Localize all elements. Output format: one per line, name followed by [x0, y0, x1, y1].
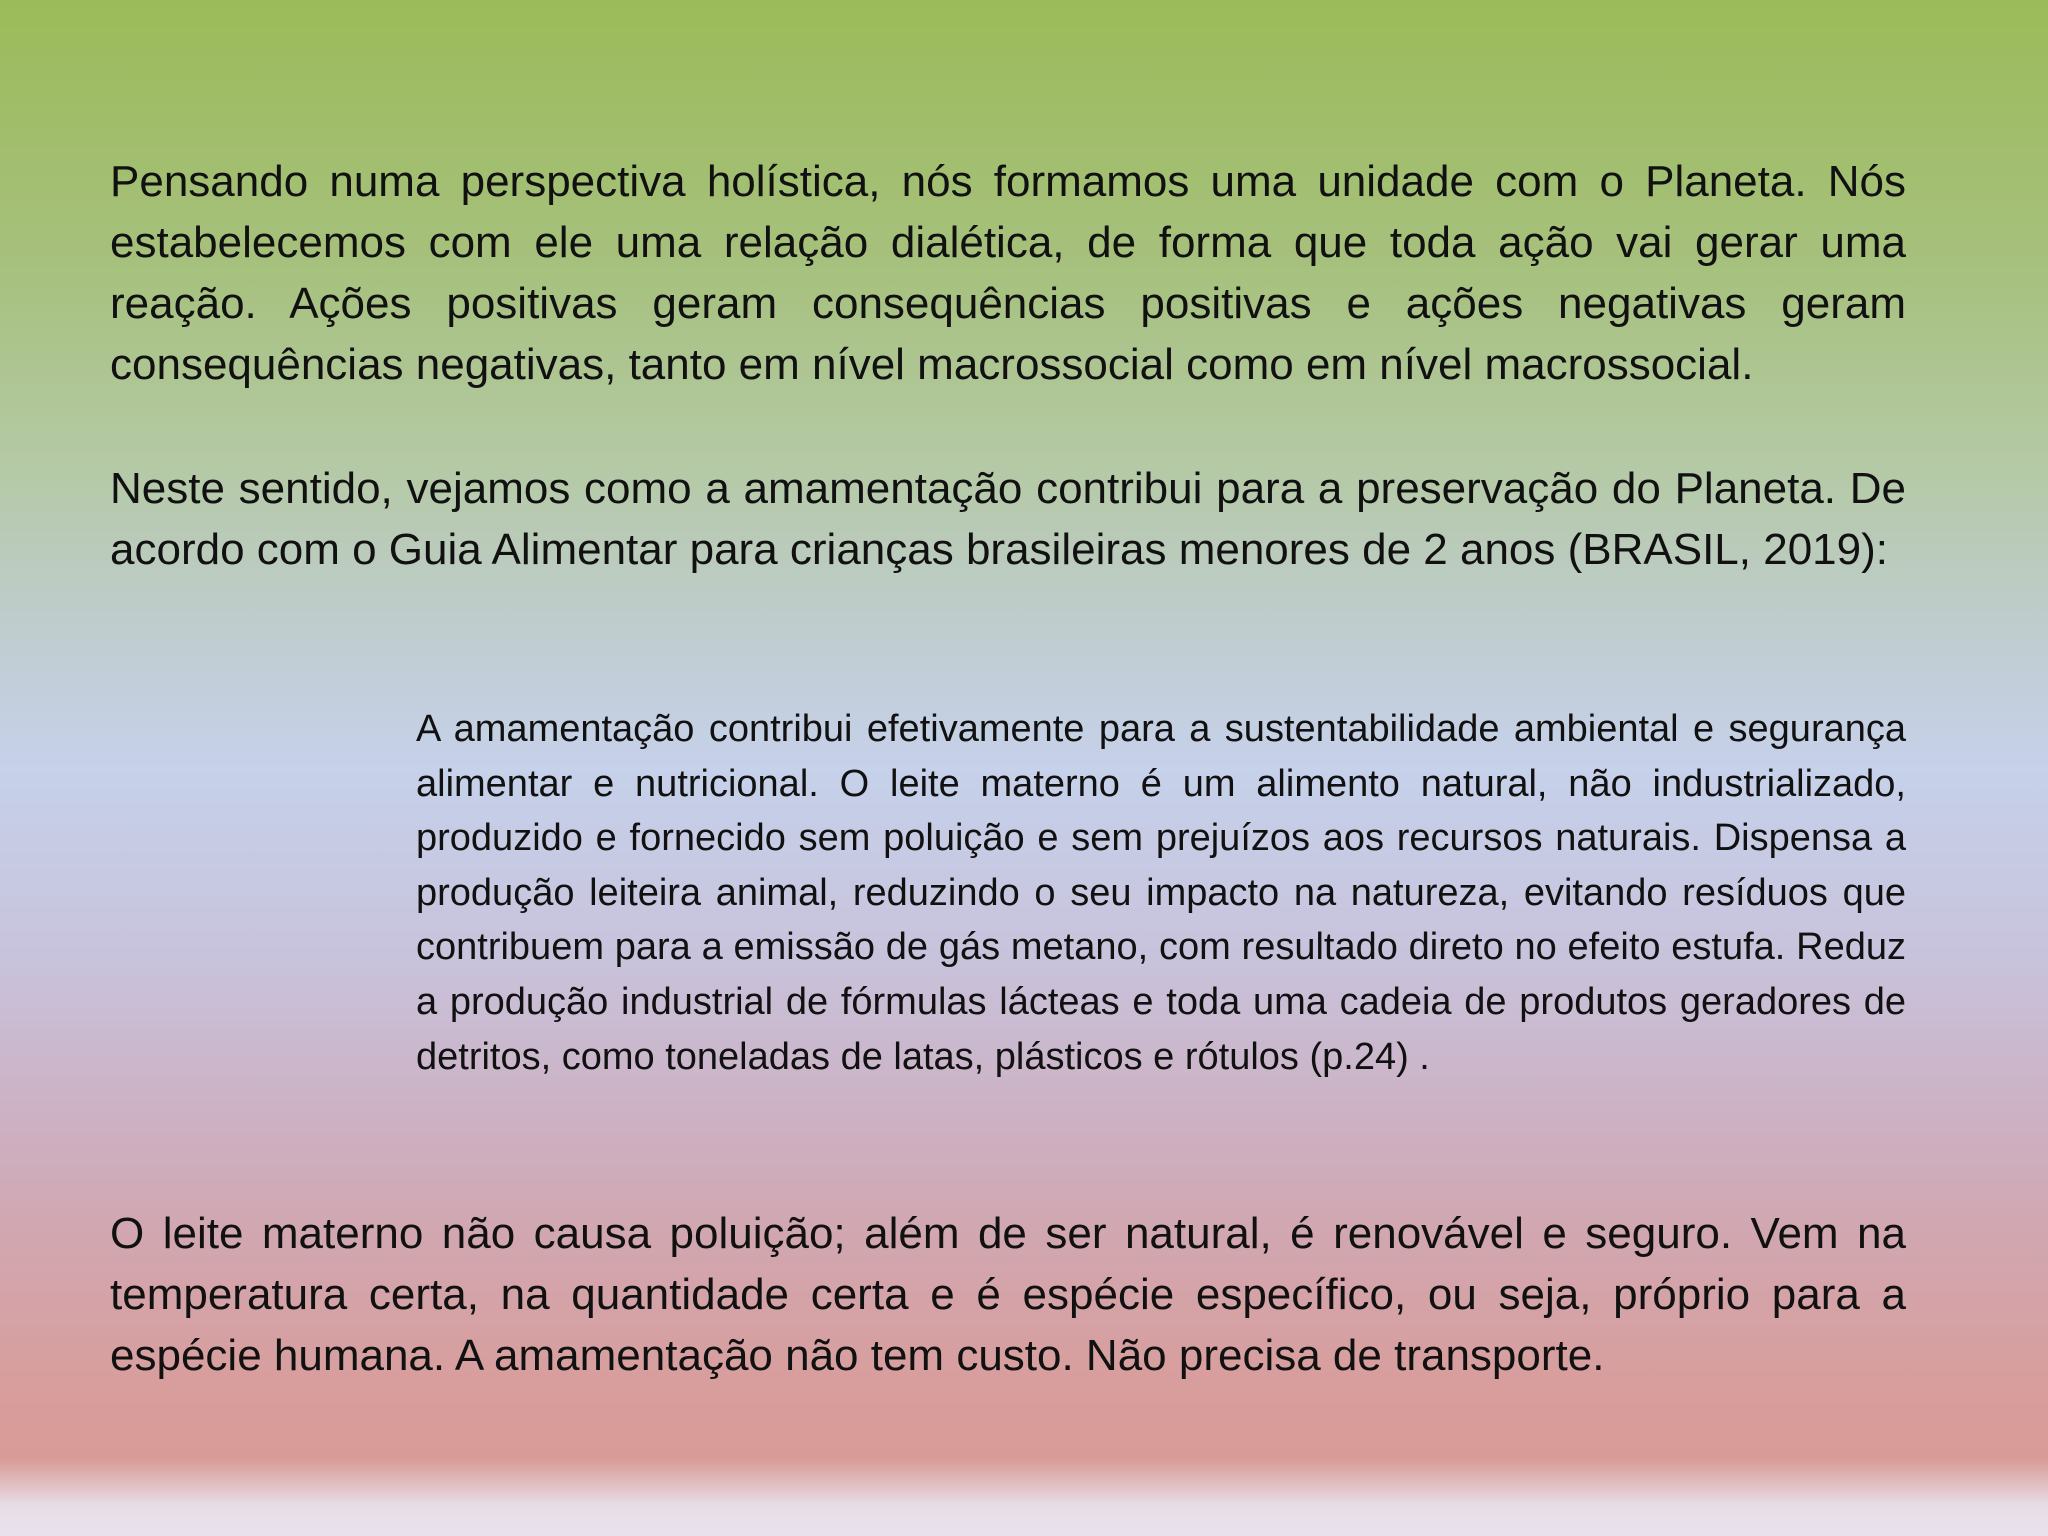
paragraph-breast-milk-benefits: O leite materno não causa poluição; além de ser natural, é renovável e seguro. Vem na temperatura certa, na quantidade certa e é espécie específico, ou seja, próprio para a espécie humana. A amamentação não tem custo. Não precisa de transporte. — [110, 1209, 1906, 1380]
paragraph-holistic-perspective: Pensando numa perspectiva holística, nós formamos uma unidade com o Planeta. Nós estabelecemos com ele uma relação dialética, de forma que toda ação vai gerar uma reação. Ações positivas geram consequências positivas e ações negativas geram consequências negativas, tanto em nível macrossocial como em nível macrossocial. — [110, 157, 1906, 389]
block-quote-guia-alimentar: A amamentação contribui efetivamente para a sustentabilidade ambiental e segurança alimentar e nutricional. O leite materno é um alimento natural, não industrializado, produzido e fornecido sem poluição e sem prejuízos aos recursos naturais. Dispensa a produção leiteira animal, reduzindo o seu impacto na natureza, evitando resíduos que contribuem para a emissão de gás metano, com resultado direto no efeito estufa. Reduz a produção industrial de fórmulas lácteas e toda uma cadeia de produtos geradores de detritos, como toneladas de latas, plásticos e rótulos (p.24) . — [416, 708, 1906, 1078]
paragraph-guia-alimentar-intro: Neste sentido, vejamos como a amamentação contribui para a preservação do Planeta. De acordo com o Guia Alimentar para crianças brasileiras menores de 2 anos (BRASIL, 2019): — [110, 464, 1906, 574]
